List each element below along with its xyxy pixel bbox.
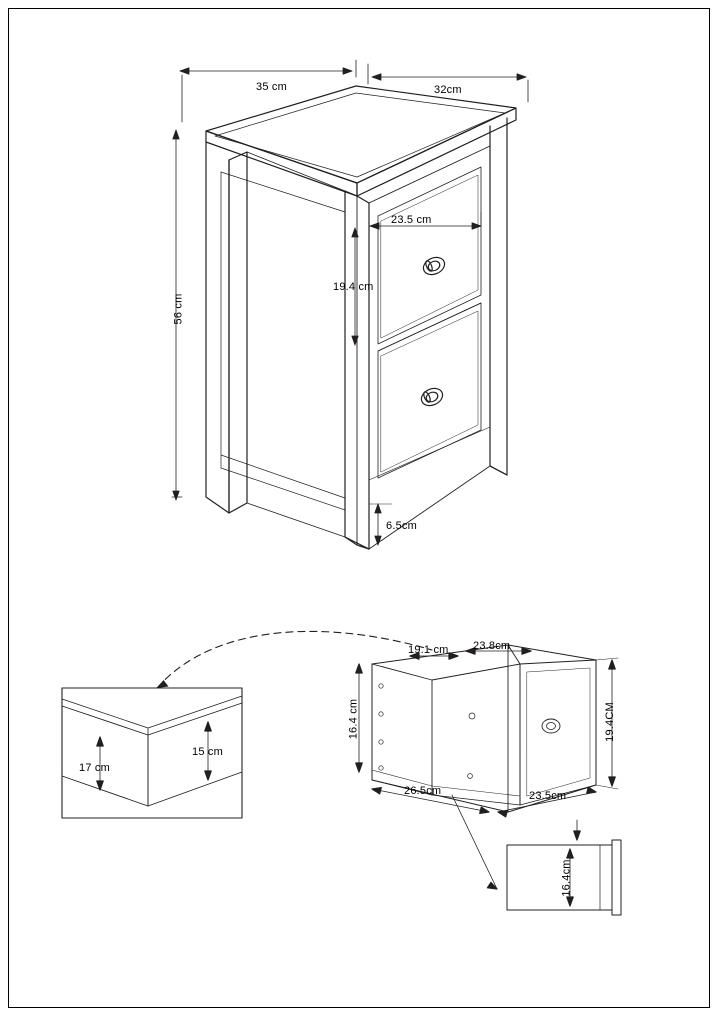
assembly-arrow-head — [157, 680, 169, 688]
drawer-knob-lower — [419, 385, 446, 409]
dim-label-panel-left-height: 17 cm — [79, 762, 110, 774]
assembly-arc — [157, 631, 432, 688]
dim-label-total-height: 56 cm — [172, 293, 185, 325]
dim-label-box-side-depth: 16.4 cm — [347, 698, 360, 740]
drawer-box-view — [356, 645, 618, 817]
dim-label-leg-height: 6.5cm — [386, 520, 417, 532]
dim-label-front-height: 19.4CM — [603, 702, 616, 742]
dim-label-box-top-width: 23.8cm — [473, 640, 511, 652]
dim-label-box-depth: 26.5cm — [404, 785, 442, 797]
dim-label-inner-width: 19.1 cm — [408, 644, 449, 656]
dim-label-drawer-height: 19.4 cm — [333, 281, 374, 293]
dim-label-panel-right-height: 15 cm — [192, 746, 223, 758]
dim-label-front-width: 23.5cm — [529, 790, 567, 802]
main-cabinet-drawing — [206, 86, 516, 549]
dim-label-drawer-width: 23.5 cm — [391, 214, 432, 226]
dim-label-part-height: 16.4cm — [560, 859, 573, 897]
dim-label-top-width-right: 32cm — [434, 84, 462, 96]
dim-label-top-width-left: 35 cm — [256, 81, 287, 93]
drawer-part-view — [452, 795, 621, 915]
drawer-knob-upper — [421, 254, 448, 278]
